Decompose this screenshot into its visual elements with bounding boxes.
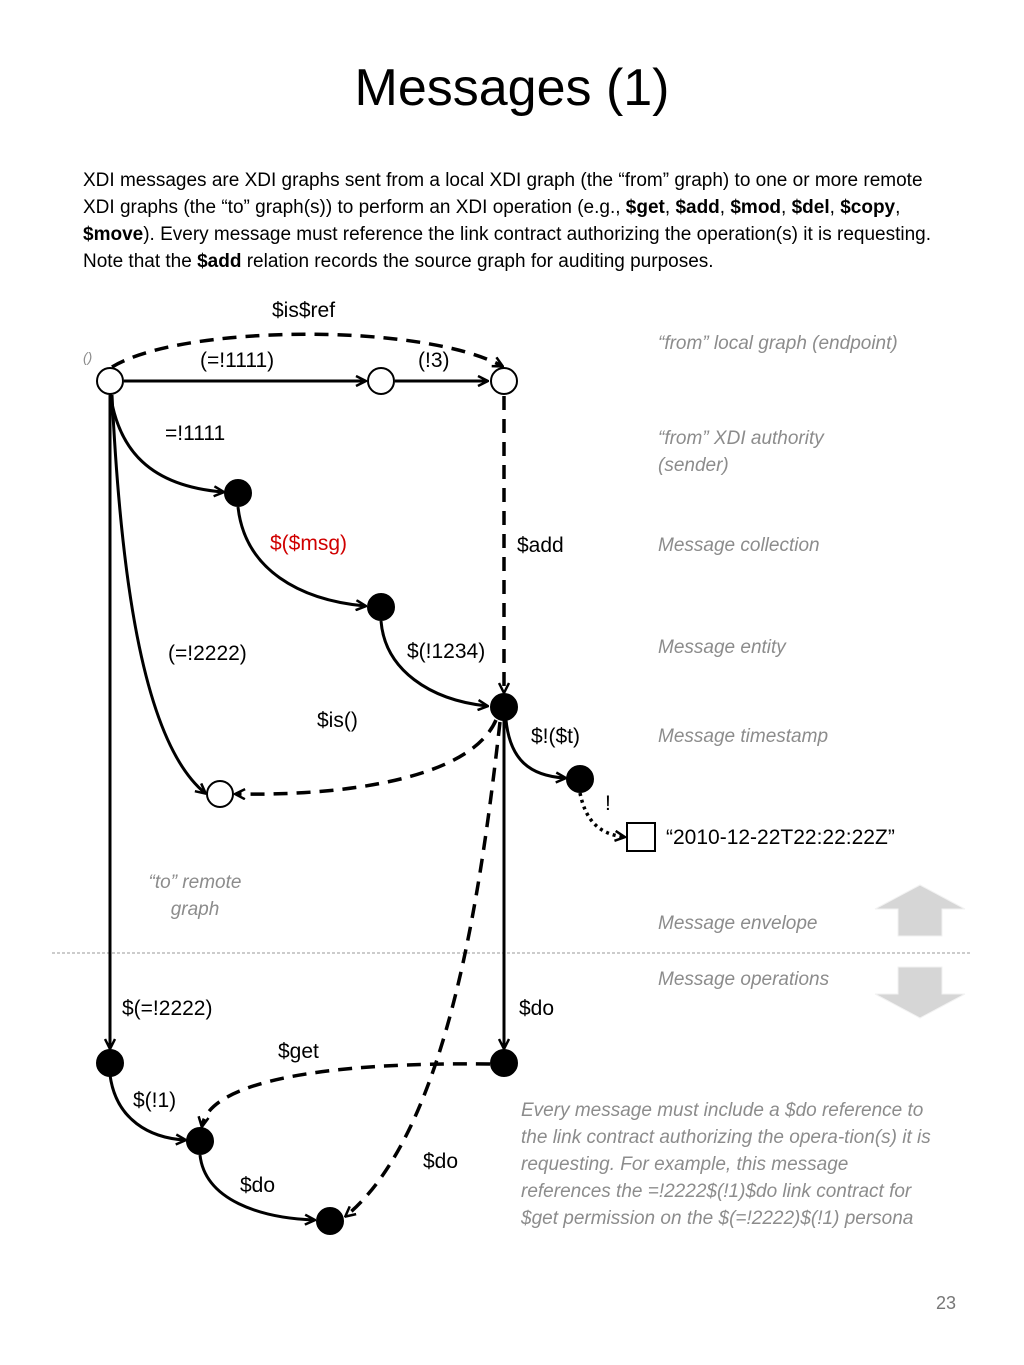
- keyword-del: $del: [791, 197, 830, 218]
- label-do-mid: $do: [423, 1150, 459, 1173]
- keyword-move: $move: [83, 224, 144, 245]
- node-entity: [491, 694, 517, 720]
- intro-sep: ,: [719, 197, 731, 218]
- node-remote: [207, 781, 233, 807]
- label-root: (): [83, 349, 93, 365]
- label-bang: !: [605, 792, 611, 815]
- edge-entity: [381, 621, 487, 706]
- arrow-up-icon: [872, 883, 968, 939]
- label-is-ref: $is$ref: [272, 299, 336, 322]
- node-authority: [225, 480, 251, 506]
- edge-do-long: [346, 722, 500, 1216]
- keyword-mod: $mod: [730, 197, 782, 218]
- keyword-add: $add: [675, 197, 720, 218]
- note-collection: Message collection: [658, 535, 820, 556]
- label-do-bottom: $do: [240, 1174, 276, 1197]
- page-title: Messages (1): [354, 59, 670, 117]
- label-eq1111: =!1111: [165, 422, 226, 445]
- label-timestamp-value: “2010-12-22T22:22:22Z”: [666, 826, 895, 849]
- intro-sep: ,: [895, 197, 901, 218]
- label-get: $get: [278, 1040, 319, 1063]
- label-is: $is(): [317, 709, 358, 732]
- node-root: [97, 368, 123, 394]
- node-persona: [187, 1128, 213, 1154]
- note-explanation: Every message must include a $do reference to the link contract authorizing the opera-tion(s) it is requesting. For example, this message references the =!2222$(!1)$do link contract for $get permission on the $(=!2222)$(!1) persona: [521, 1100, 931, 1229]
- edge-get: [202, 1064, 490, 1126]
- note-operations: Message operations: [658, 969, 830, 990]
- node-literal: [627, 823, 655, 851]
- intro-text-1: XDI messages are XDI graphs sent from a local XDI graph (the “from” graph) to one or more remote XDI graphs (the “to” graph(s)) to perform an XDI operation (e.g.,: [83, 170, 923, 218]
- note-from-local: “from” local graph (endpoint): [658, 333, 898, 354]
- note-to-remote: “to” remote graph: [148, 872, 242, 920]
- node-3: [491, 368, 517, 394]
- edge-collection: [238, 507, 365, 606]
- label-t: $!($t): [531, 725, 581, 748]
- note-from-authority: “from” XDI authority (sender): [658, 428, 824, 476]
- intro-text-2: ). Every message must reference the link contract authorizing the operation(s) it is requesting. Note that the: [83, 224, 932, 272]
- label-i1234: $(!1234): [407, 640, 486, 663]
- node-link-contract: [317, 1208, 343, 1234]
- node-collection: [368, 594, 394, 620]
- note-envelope: Message envelope: [658, 913, 818, 934]
- note-timestamp: Message timestamp: [658, 726, 829, 747]
- edge-is: [236, 720, 496, 794]
- keyword-add-2: $add: [197, 251, 242, 272]
- keyword-copy: $copy: [840, 197, 896, 218]
- label-add: $add: [517, 534, 564, 557]
- label-eq2222-paren: (=!2222): [168, 642, 247, 665]
- label-msg: $($msg): [270, 532, 348, 555]
- intro-sep: ,: [664, 197, 676, 218]
- node-1111: [368, 368, 394, 394]
- label-do-right: $do: [519, 997, 555, 1020]
- edge-literal: [580, 793, 624, 837]
- label-one: $(!1): [133, 1089, 177, 1112]
- intro-text-3: relation records the source graph for auditing purposes.: [241, 251, 714, 272]
- intro-sep: ,: [829, 197, 841, 218]
- label-bang3: (!3): [418, 349, 450, 372]
- label-eq2222: $(=!2222): [122, 997, 213, 1020]
- node-eq2222: [97, 1050, 123, 1076]
- keyword-get: $get: [625, 197, 665, 218]
- page-number: 23: [936, 1293, 957, 1313]
- arrow-down-icon: [872, 964, 968, 1020]
- edge-to-remote: [112, 395, 205, 793]
- label-eq1111-paren: (=!1111): [200, 349, 275, 372]
- intro-sep: ,: [781, 197, 792, 218]
- note-entity: Message entity: [658, 637, 786, 658]
- node-timestamp: [567, 766, 593, 792]
- node-do: [491, 1050, 517, 1076]
